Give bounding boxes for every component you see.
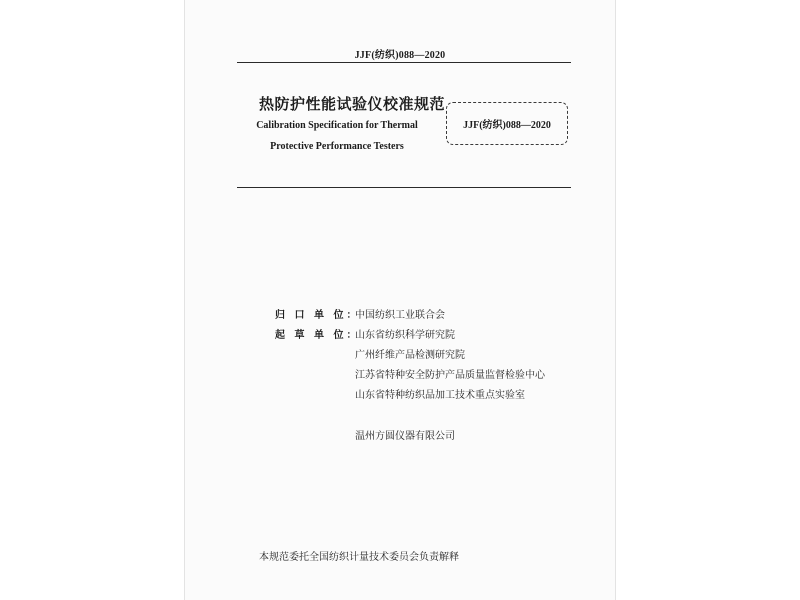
responsible-unit-value: 中国纺织工业联合会 xyxy=(355,310,445,321)
drafting-unit-item: 江苏省特种安全防护产品质量监督检验中心 xyxy=(355,370,545,381)
header-rule xyxy=(237,62,571,63)
interpretation-note: 本规范委托全国纺织计量技术委员会负责解释 xyxy=(259,552,459,563)
title-rule xyxy=(237,187,571,188)
drafting-unit-label: 起 草 单 位： xyxy=(275,330,360,341)
title-chinese: 热防护性能试验仪校准规范 xyxy=(259,95,446,113)
header-code: JJF(纺织)088—2020 xyxy=(354,50,446,61)
responsible-unit-label: 归 口 单 位： xyxy=(275,310,360,321)
specification-code-box: JJF(纺织)088—2020 xyxy=(446,102,568,145)
drafting-unit-item: 山东省纺织科学研究院 xyxy=(355,330,455,341)
additional-unit-item: 温州方圆仪器有限公司 xyxy=(355,431,455,442)
title-english-line2: Protective Performance Testers xyxy=(270,141,404,152)
document-page xyxy=(184,0,616,600)
drafting-unit-item: 山东省特种纺织品加工技术重点实验室 xyxy=(355,390,525,401)
drafting-unit-item: 广州纤维产品检测研究院 xyxy=(355,350,465,361)
title-english-line1: Calibration Specification for Thermal xyxy=(256,120,418,131)
